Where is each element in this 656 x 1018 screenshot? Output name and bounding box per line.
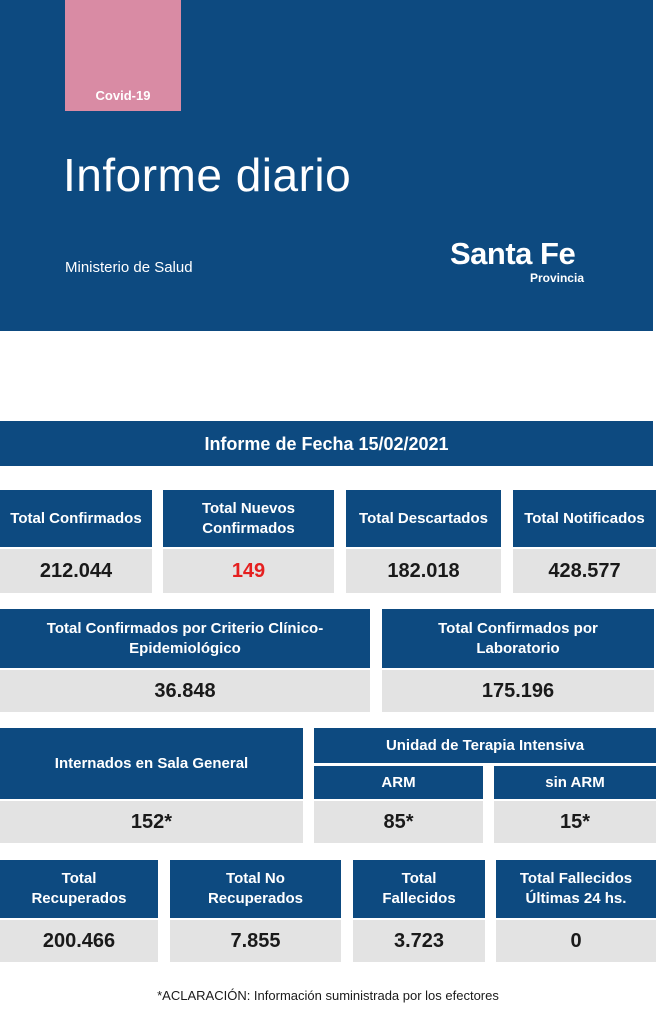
brand-logo-text: Santa Fe <box>450 236 576 271</box>
arm-label: ARM <box>314 766 483 799</box>
covid-tag <box>65 0 181 111</box>
confirmados-laboratorio-value: 175.196 <box>382 670 654 712</box>
total-notificados-value: 428.577 <box>513 549 656 593</box>
sala-general-label: Internados en Sala General <box>0 728 303 799</box>
footnote: *ACLARACIÓN: Información suministrada por los efectores <box>157 988 499 1003</box>
total-nuevos-confirmados-label: Total Nuevos Confirmados <box>163 490 334 547</box>
confirmados-laboratorio-label: Total Confirmados por Laboratorio <box>382 609 654 668</box>
confirmados-clinico-value: 36.848 <box>0 670 370 712</box>
total-no-recuperados-label: Total No Recuperados <box>170 860 341 918</box>
total-confirmados-value: 212.044 <box>0 549 152 593</box>
total-descartados-label: Total Descartados <box>346 490 501 547</box>
page-title: Informe diario <box>63 149 352 201</box>
total-nuevos-confirmados-value: 149 <box>163 549 334 593</box>
header-banner <box>0 0 653 331</box>
sin-arm-label: sin ARM <box>494 766 656 799</box>
total-notificados-label: Total Notificados <box>513 490 656 547</box>
ministry-label: Ministerio de Salud <box>65 259 193 276</box>
confirmados-clinico-label: Total Confirmados por Criterio Clínico-Epidemiológico <box>0 609 370 668</box>
total-fallecidos-label: Total Fallecidos <box>353 860 485 918</box>
brand-logo-subtext: Provincia <box>529 271 584 285</box>
covid-tag-label: Covid-19 <box>95 88 151 103</box>
total-recuperados-label: Total Recuperados <box>0 860 158 918</box>
total-confirmados-label: Total Confirmados <box>0 490 152 547</box>
arm-value: 85* <box>314 801 483 843</box>
sala-general-value: 152* <box>0 801 303 843</box>
uti-label: Unidad de Terapia Intensiva <box>314 728 656 763</box>
fallecidos-24hs-value: 0 <box>496 920 656 962</box>
sin-arm-value: 15* <box>494 801 656 843</box>
total-fallecidos-value: 3.723 <box>353 920 485 962</box>
fallecidos-24hs-label: Total Fallecidos Últimas 24 hs. <box>496 860 656 918</box>
report-date-bar: Informe de Fecha 15/02/2021 <box>0 421 653 466</box>
total-recuperados-value: 200.466 <box>0 920 158 962</box>
total-descartados-value: 182.018 <box>346 549 501 593</box>
total-no-recuperados-value: 7.855 <box>170 920 341 962</box>
